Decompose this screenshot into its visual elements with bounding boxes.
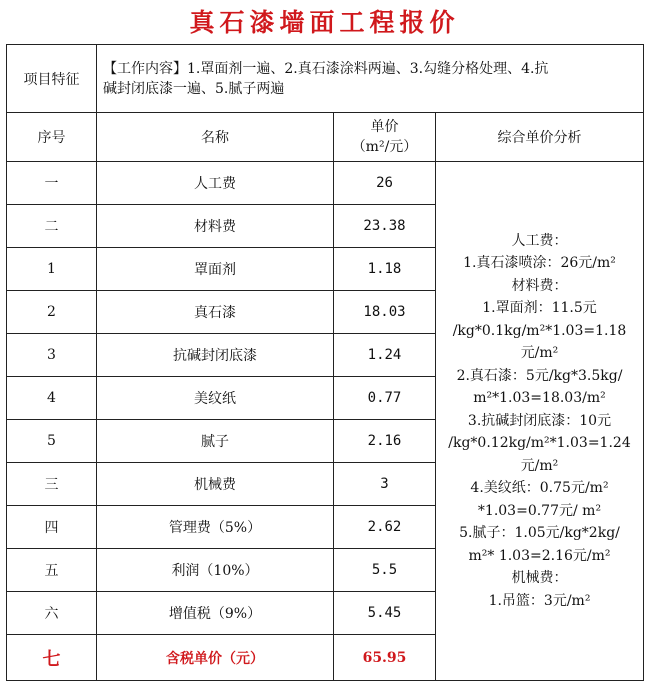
row-price: 5.5 xyxy=(334,549,436,592)
analysis-line: /kg*0.1kg/m²*1.03=1.18 xyxy=(452,322,627,339)
row-price: 23.38 xyxy=(334,205,436,248)
header-row xyxy=(7,113,644,162)
row-name: 机械费 xyxy=(97,463,334,506)
row-name: 利润（10%） xyxy=(97,549,334,592)
analysis-line: 5.腻子：1.05元/kg*2kg/ xyxy=(459,525,620,542)
row-index: 三 xyxy=(7,463,97,506)
analysis-line: 2.真石漆：5元/kg*3.5kg/ xyxy=(456,367,623,384)
page-title: 真石漆墙面工程报价 xyxy=(189,8,460,37)
row-name: 材料费 xyxy=(97,205,334,248)
header-unit-price-line-1: 单价 xyxy=(370,119,399,135)
row-index: 2 xyxy=(7,291,97,334)
row-price: 1.18 xyxy=(334,248,436,291)
row-index: 3 xyxy=(7,334,97,377)
row-index: 六 xyxy=(7,592,97,635)
row-price: 2.62 xyxy=(334,506,436,549)
row-name: 真石漆 xyxy=(97,291,334,334)
row-price: 18.03 xyxy=(334,291,436,334)
row-price: 26 xyxy=(334,162,436,205)
row-name: 管理费（5%） xyxy=(97,506,334,549)
row-price: 3 xyxy=(334,463,436,506)
row-index: 五 xyxy=(7,549,97,592)
feature-label: 项目特征 xyxy=(7,45,97,113)
row-index: 4 xyxy=(7,377,97,420)
row-index: 四 xyxy=(7,506,97,549)
row-name: 抗碱封闭底漆 xyxy=(97,334,334,377)
analysis-line: 材料费： xyxy=(511,277,568,294)
analysis-line: 元/m² xyxy=(520,457,559,474)
total-price: 65.95 xyxy=(334,635,436,681)
table-row xyxy=(7,162,644,205)
row-name: 罩面剂 xyxy=(97,248,334,291)
quote-table xyxy=(6,44,644,681)
feature-line-2: 碱封闭底漆一遍、5.腻子两遍 xyxy=(103,80,285,97)
analysis-line: 4.美纹纸：0.75元/m² xyxy=(470,480,609,497)
row-index: 1 xyxy=(7,248,97,291)
total-index: 七 xyxy=(7,635,97,681)
feature-line-1: 【工作内容】1.罩面剂一遍、2.真石漆涂料两遍、3.勾缝分格处理、4.抗 xyxy=(103,60,549,77)
header-index: 序号 xyxy=(7,113,97,162)
row-index: 二 xyxy=(7,205,97,248)
analysis-line: *1.03=0.77元/ m² xyxy=(477,502,602,519)
header-unit-price xyxy=(334,113,436,162)
row-name: 增值税（9%） xyxy=(97,592,334,635)
header-name: 名称 xyxy=(97,113,334,162)
feature-description xyxy=(97,45,644,113)
row-price: 0.77 xyxy=(334,377,436,420)
analysis-line: m²* 1.03=2.16元/m² xyxy=(468,547,611,564)
row-price: 2.16 xyxy=(334,420,436,463)
analysis-line: 1.真石漆喷涂：26元/m² xyxy=(463,255,616,272)
row-name: 腻子 xyxy=(97,420,334,463)
analysis-line: 人工费： xyxy=(511,232,568,249)
row-index: 5 xyxy=(7,420,97,463)
analysis-line: 3.抗碱封闭底漆：10元 xyxy=(467,412,612,429)
header-analysis: 综合单价分析 xyxy=(436,113,644,162)
feature-row xyxy=(7,45,644,113)
row-name: 美纹纸 xyxy=(97,377,334,420)
row-price: 5.45 xyxy=(334,592,436,635)
analysis-line: 元/m² xyxy=(520,345,559,362)
header-unit-price-line-2: （m²/元） xyxy=(351,139,418,155)
analysis-cell xyxy=(436,162,644,681)
total-name: 含税单价（元） xyxy=(97,635,334,681)
analysis-line: 1.吊篮：3元/m² xyxy=(488,592,591,609)
row-index: 一 xyxy=(7,162,97,205)
analysis-line: /kg*0.12kg/m²*1.03=1.24 xyxy=(448,435,631,452)
row-price: 1.24 xyxy=(334,334,436,377)
analysis-line: 1.罩面剂：11.5元 xyxy=(482,300,597,317)
row-name: 人工费 xyxy=(97,162,334,205)
analysis-line: 机械费： xyxy=(511,570,568,587)
analysis-line: m²*1.03=18.03/m² xyxy=(473,390,606,407)
